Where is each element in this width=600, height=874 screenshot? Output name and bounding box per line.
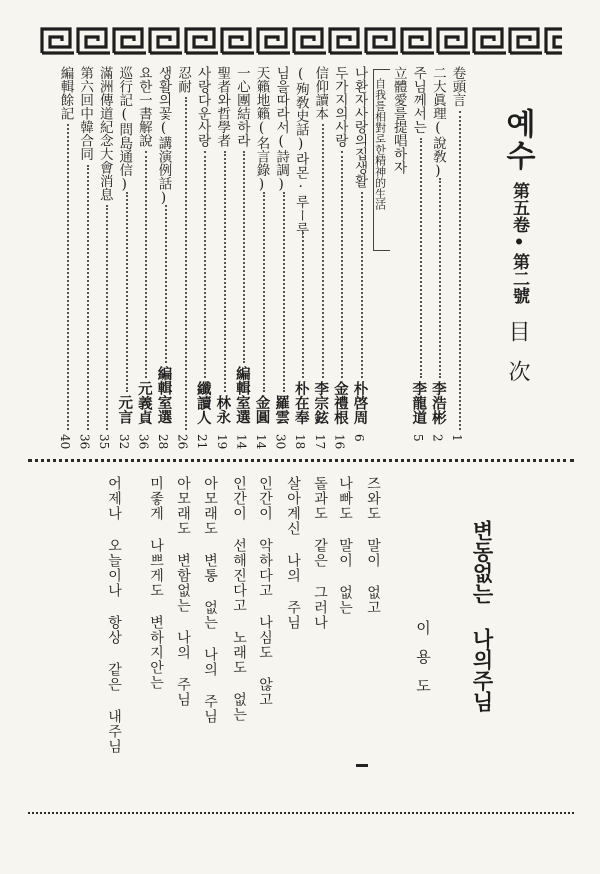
- section-divider: [28, 459, 574, 462]
- toc-entry: [411, 66, 431, 456]
- toc-entry-author: 李宗鉉: [312, 380, 330, 424]
- toc-leader-dots: [67, 124, 69, 430]
- toc-entry-author: 李浩彬: [429, 380, 447, 424]
- toc-entry-page: 19: [214, 434, 229, 450]
- toc-entry-title: 요한一書解說: [135, 66, 152, 147]
- toc-entry: [274, 66, 294, 456]
- toc-entry-title: 信仰讀本: [312, 66, 329, 120]
- toc-entry: [136, 66, 156, 456]
- toc-leader-dots: [341, 151, 343, 378]
- toc-leader-dots: [243, 151, 245, 363]
- toc-entry-title: (殉敎史話)라몬·루ー루: [292, 66, 309, 236]
- toc-leader-dots: [126, 192, 128, 393]
- toc-entry: [215, 66, 235, 456]
- toc-leader-dots: [420, 138, 422, 378]
- poem-line: 즈와도 말이 없고: [365, 476, 381, 615]
- toc-entry: [430, 66, 450, 456]
- toc-entry: [195, 66, 215, 456]
- toc-entry: [372, 66, 392, 456]
- toc-entry-title: 自我를相對로한精神的生活: [373, 78, 387, 210]
- poem-title: 변동없는 나의주님: [470, 520, 494, 712]
- bottom-divider: [28, 812, 574, 814]
- toc-entry-author: 朴在奉: [292, 380, 310, 424]
- toc-entry-page: 26: [175, 434, 190, 450]
- toc-leader-dots: [165, 205, 167, 363]
- toc-entry: [313, 66, 333, 456]
- toc-entry-page: 32: [116, 434, 131, 450]
- toc-entry-author: 金禮根: [331, 380, 349, 424]
- toc-entry-author: 羅雲: [273, 395, 291, 424]
- poem-line: 아모래도 변통 없는 나의 주님: [202, 476, 218, 724]
- toc-leader-dots: [283, 192, 285, 393]
- toc-leader-dots: [439, 178, 441, 378]
- toc-entry-author: 金圓: [253, 395, 271, 424]
- toc-entry: [254, 66, 274, 456]
- toc-entry-page: 18: [293, 434, 308, 450]
- toc-entry: [156, 66, 176, 456]
- toc-entry-title: 立體愛를提唱하자: [390, 66, 407, 174]
- toc-entry-title: 나환자사랑의집생활: [351, 66, 368, 188]
- toc-entry: [450, 66, 470, 456]
- toc-entry: [352, 66, 372, 456]
- toc-entry-author: 編輯室選: [155, 366, 173, 424]
- toc-leader-dots: [263, 192, 265, 393]
- poem-line: 어제나 오늘이나 항상 같은 내주님: [106, 476, 122, 754]
- toc-entry-page: 5: [410, 434, 425, 442]
- toc-entry: [117, 66, 137, 456]
- poem-line: 나빠도 말이 없는: [337, 476, 353, 615]
- toc-entry-title: 님을따라서(詩調): [273, 66, 290, 193]
- poem-author: 이용도: [414, 620, 432, 707]
- toc-entry: [58, 66, 78, 456]
- toc-entry-page: 30: [273, 434, 288, 450]
- toc-entry-page: 36: [136, 434, 151, 450]
- toc-leader-dots: [106, 205, 108, 430]
- toc-leader-dots: [224, 151, 226, 392]
- greek-key-border: [40, 26, 562, 56]
- poem-line: 인간이 선해진다고 노래도 없는: [231, 476, 247, 722]
- toc-entry-title: 생활의꽃(講演例話): [155, 66, 172, 206]
- toc-entry-title: 聖者와哲學者: [214, 66, 231, 147]
- toc-entry-title: 卷頭言: [449, 66, 466, 107]
- toc-leader-dots: [204, 151, 206, 378]
- poem-line: 살아계신 나의 주님: [285, 476, 301, 630]
- magazine-title: 예수: [500, 108, 535, 172]
- toc-entry: [176, 66, 196, 456]
- toc-entry-title: 二大眞理(說敎): [429, 66, 446, 179]
- toc-entry: [391, 66, 411, 456]
- toc-entry-page: 21: [195, 434, 210, 450]
- toc-heading: 目次: [505, 320, 530, 400]
- toc-leader-dots: [302, 232, 304, 378]
- toc-entry-page: 6: [352, 434, 366, 442]
- toc-leader-dots: [361, 192, 363, 378]
- poem-line: 미좋게 나쁘게도 변하지안는: [148, 476, 164, 690]
- toc-entry-page: 14: [254, 434, 268, 450]
- toc-entry-title: 第六回中韓合同: [77, 66, 94, 161]
- poem-line: 아모래도 변함없는 나의 주님: [175, 476, 191, 707]
- toc-entry-author: 元言: [116, 395, 134, 424]
- toc-entry: [332, 66, 352, 456]
- toc-entry: [234, 66, 254, 456]
- volume-issue: 第五卷•第二號: [509, 182, 529, 304]
- toc-entry-page: 40: [58, 434, 72, 450]
- toc-entry-page: 17: [312, 434, 327, 450]
- toc-entry-page: 2: [430, 434, 445, 442]
- toc-entry-title: 滿洲傳道紀念大會消息: [96, 66, 113, 201]
- toc-entry-author: 元義貞: [135, 380, 153, 424]
- toc-entry-page: 16: [332, 434, 347, 450]
- toc-entry-title: 編輯餘記: [57, 66, 74, 120]
- poem-line: 돌과도 같은 그러나: [312, 476, 328, 630]
- toc-leader-dots: [459, 111, 461, 431]
- toc-leader-dots: [185, 97, 187, 430]
- toc-entry: [78, 66, 98, 456]
- toc-entry-title: 天籟地籟(名言錄): [253, 66, 270, 193]
- toc-entry-title: 巡行記(問島通信): [116, 66, 133, 193]
- toc-entry-title: 두가지의사랑: [331, 66, 348, 147]
- toc-entry-author: 林永: [214, 395, 232, 424]
- toc-entry-page: 35: [97, 434, 112, 450]
- toc-entry-title: 忍耐: [175, 66, 192, 93]
- toc-leader-dots: [322, 124, 324, 378]
- toc-entry-page: 14: [234, 434, 249, 450]
- toc-entry-title: 주님께서는: [410, 66, 427, 134]
- toc-entry-page: 1: [450, 434, 464, 442]
- toc-entry: [293, 66, 313, 456]
- toc-entry-author: 李龍道: [410, 380, 428, 424]
- toc-entry-author: 編輯室選: [233, 366, 251, 424]
- decorative-mark: [356, 764, 368, 767]
- toc-entry: [97, 66, 117, 456]
- toc-leader-dots: [87, 165, 89, 431]
- toc-leader-dots: [145, 151, 147, 378]
- toc-entry-page: 28: [156, 434, 170, 450]
- toc-entry-author: 朴啓周: [351, 380, 369, 424]
- toc-entry-title: 一心團結하라: [233, 66, 250, 147]
- toc-entry-author: 纖讀人: [194, 380, 212, 424]
- toc-entry-title: 사랑다운사랑: [194, 66, 211, 147]
- poem-line: 인간이 악하다고 나심도 않고: [257, 476, 273, 707]
- toc-entry-page: 36: [77, 434, 92, 450]
